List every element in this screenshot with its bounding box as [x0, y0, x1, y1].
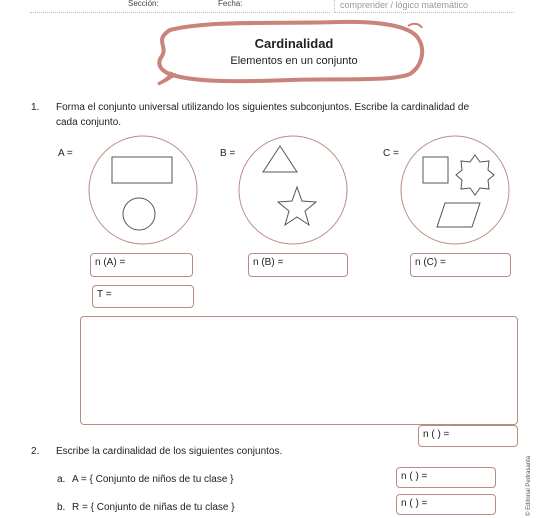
page-subtitle: Elementos en un conjunto [230, 55, 358, 67]
q1-text-line1: Forma el conjunto universal utilizando los siguientes subconjuntos. Escribe la cardinalidad de [56, 102, 470, 113]
rectangle-shape-icon [112, 157, 172, 183]
q1-text-line2: cada conjunto. [56, 117, 122, 128]
q2-item-a-card-box[interactable] [396, 467, 496, 488]
q2-item-b-letter: b. [57, 502, 66, 513]
star-shape-icon [278, 187, 316, 225]
card-c-box[interactable] [410, 253, 511, 277]
q2-item-a-card-label: n ( ) = [401, 471, 428, 482]
card-a-box[interactable] [90, 253, 193, 277]
title-banner-icon [140, 16, 430, 88]
universal-card-label: n ( ) = [423, 429, 450, 440]
q2-number: 2. [31, 446, 40, 457]
q2-text: Escribe la cardinalidad de los siguientes conjuntos. [56, 446, 283, 457]
square-shape-icon [423, 157, 448, 183]
card-a-label: n (A) = [95, 257, 126, 268]
q2-item-b-card-label: n ( ) = [401, 498, 428, 509]
sets-diagram [0, 130, 550, 252]
universal-label-box[interactable] [92, 285, 194, 308]
set-c-circle [401, 136, 509, 244]
q2-item-a-text: A = { Conjunto de niños de tu clase } [72, 474, 234, 485]
publisher-side-text: © Editorial Pedrasanta [526, 455, 532, 516]
universal-label: T = [97, 289, 112, 300]
circle-shape-icon [123, 198, 155, 230]
q2-item-b-card-box[interactable] [396, 494, 496, 515]
page-title: Cardinalidad [254, 36, 334, 51]
card-b-box[interactable] [248, 253, 348, 277]
universal-set-area[interactable] [80, 316, 518, 425]
parallelogram-shape-icon [437, 203, 480, 227]
q2-item-b-text: R = { Conjunto de niñas de tu clase } [72, 502, 235, 513]
q1-text [56, 100, 536, 130]
set-a-circle [89, 136, 197, 244]
skills-text: comprender / lógico matemático [340, 0, 469, 10]
set-a-label: A = [58, 148, 73, 159]
set-b-label: B = [220, 148, 236, 159]
set-b-circle [239, 136, 347, 244]
q1-number: 1. [31, 102, 40, 113]
set-c-label: C = [383, 148, 399, 159]
card-c-label: n (C) = [415, 257, 446, 268]
header-rule-right [334, 12, 514, 13]
universal-card-box[interactable] [418, 425, 518, 447]
seccion-label: Sección: [128, 0, 159, 8]
q2-item-a-letter: a. [57, 474, 66, 485]
triangle-shape-icon [263, 146, 297, 172]
fecha-label: Fecha: [218, 0, 243, 8]
card-b-label: n (B) = [253, 257, 284, 268]
eight-point-star-icon [456, 155, 494, 195]
header-rule-left [30, 12, 330, 13]
